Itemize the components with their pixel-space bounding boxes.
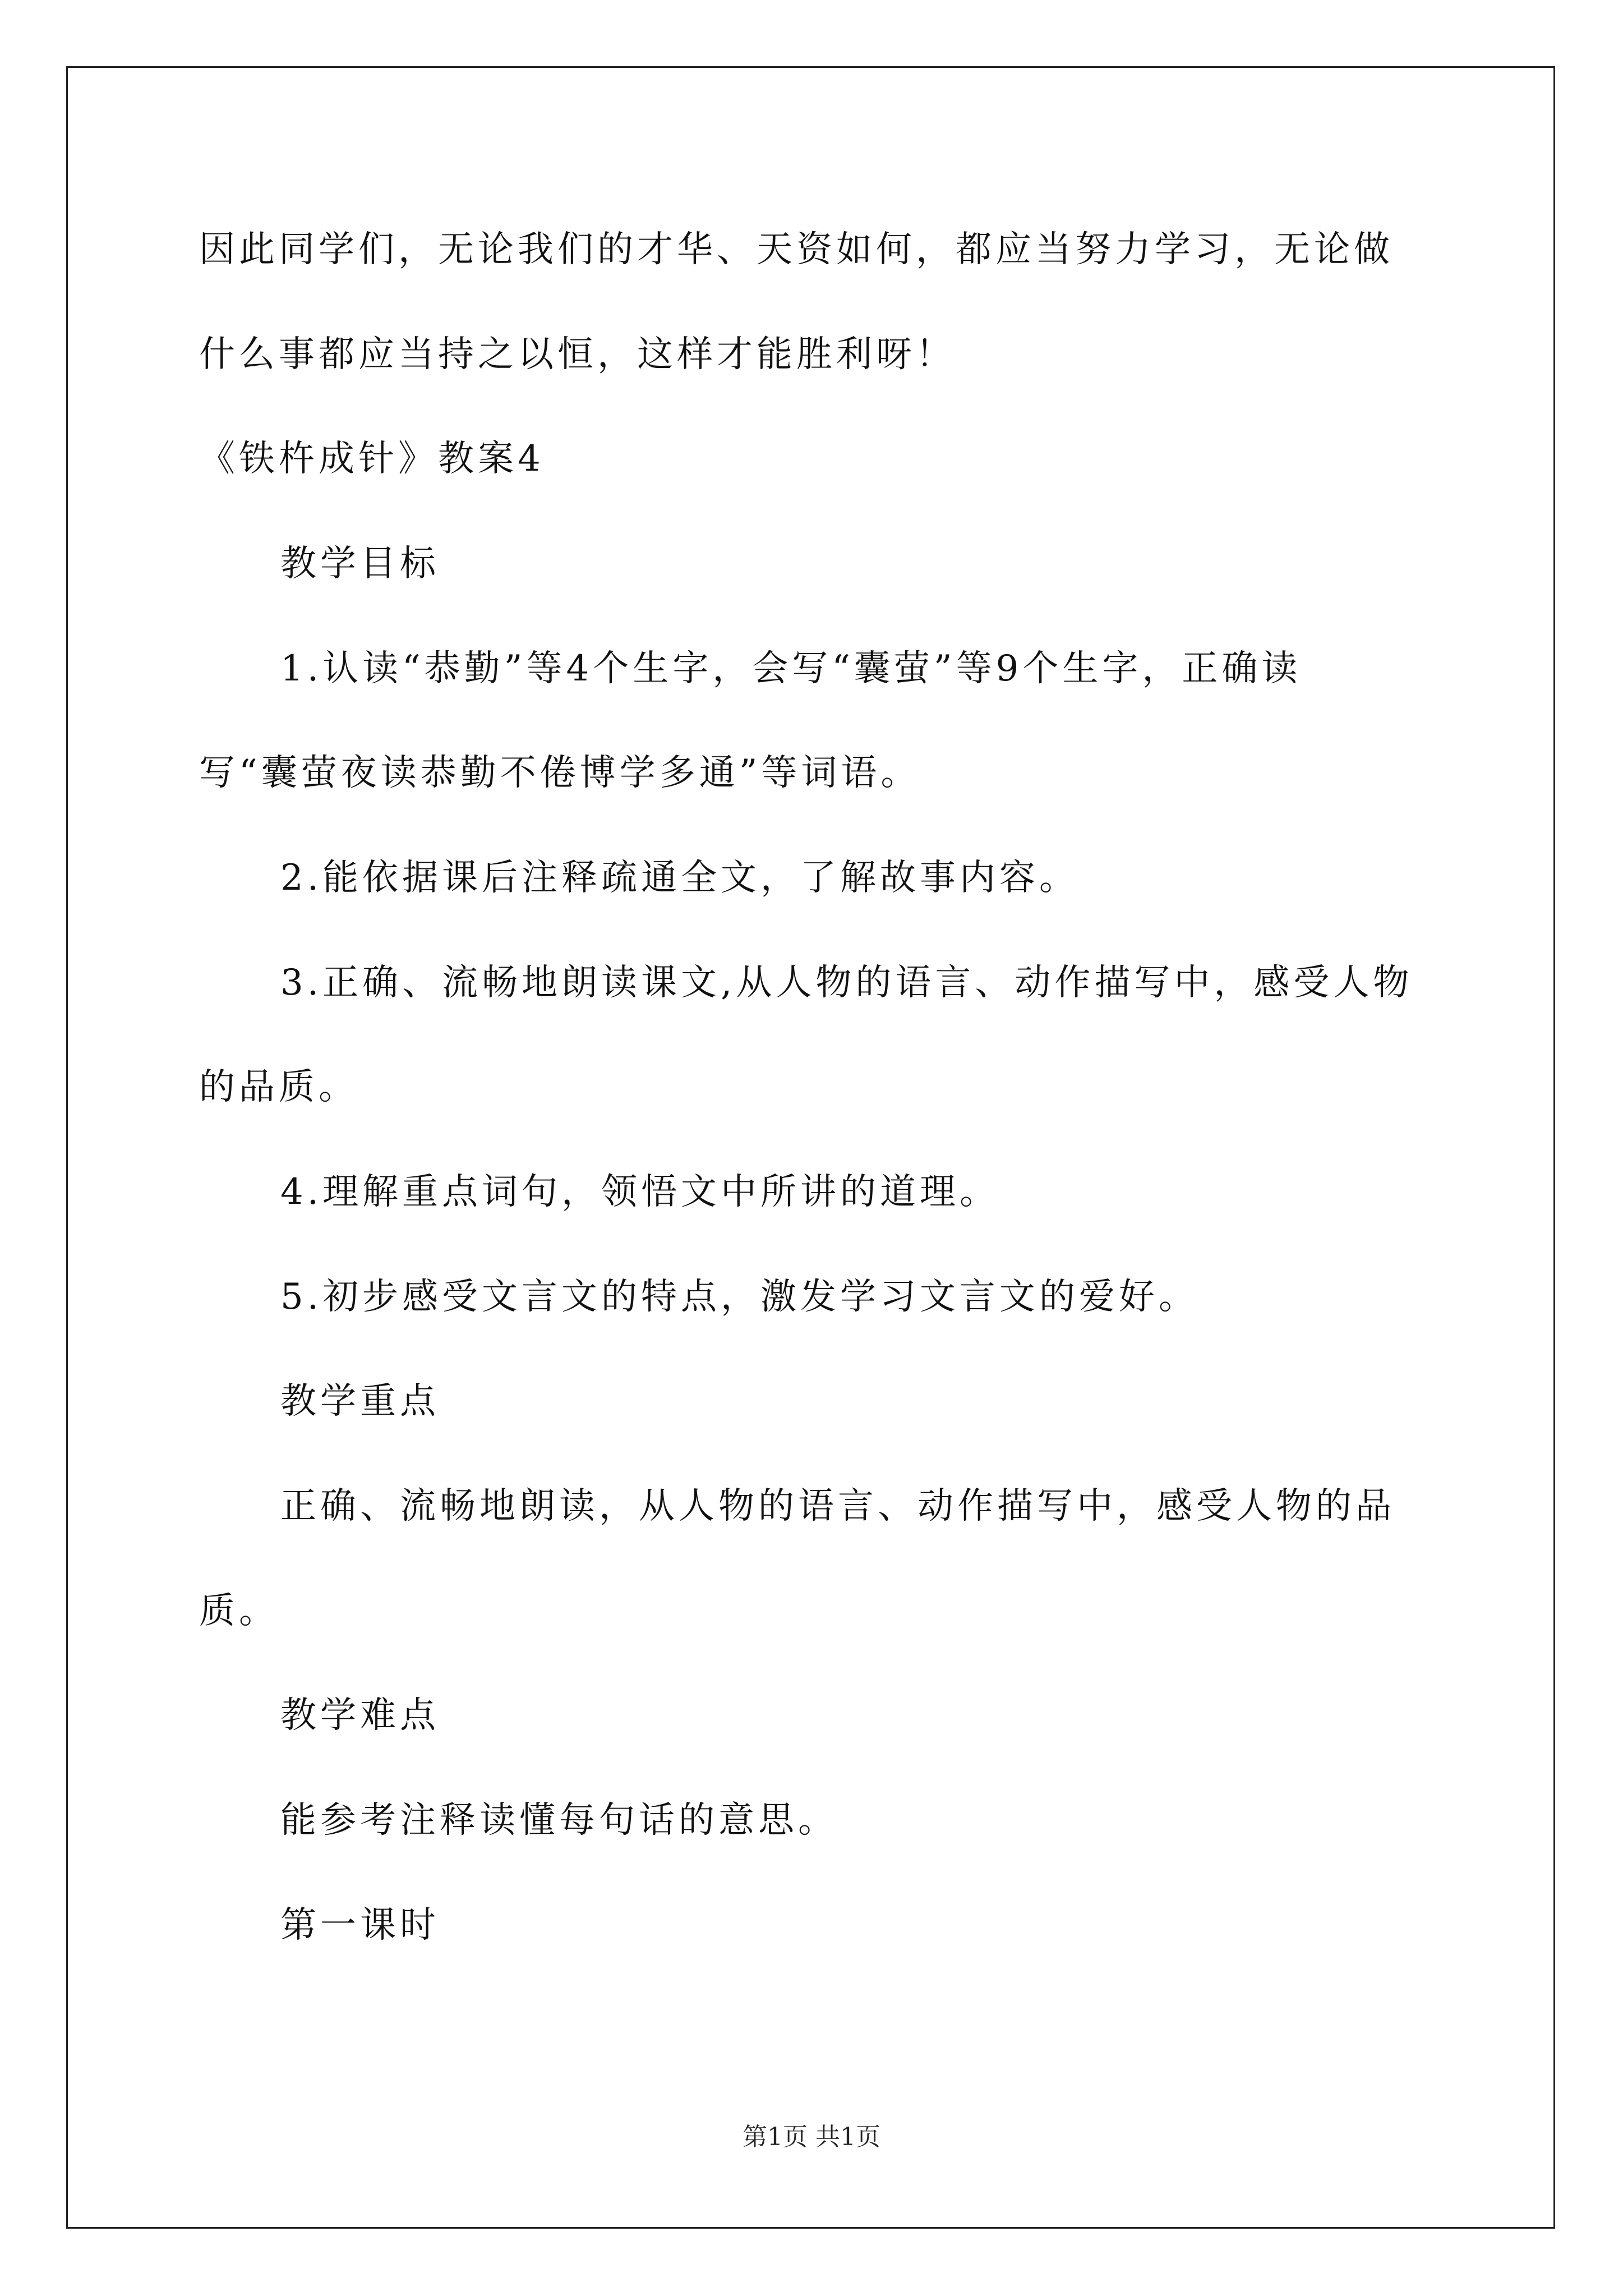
objective-item: 1.认读“恭勤”等4个生字，会写“囊萤”等9个生字，正确读: [280, 648, 1302, 689]
objective-item-cont: 写“囊萤夜读恭勤不倦博学多通”等词语。: [199, 752, 921, 794]
objective-item-cont: 的品质。: [199, 1066, 358, 1108]
heading-difficulties: 教学难点: [280, 1695, 440, 1736]
heading-objectives: 教学目标: [280, 543, 440, 585]
paragraph-line: 什么事都应当持之以恒，这样才能胜利呀！: [199, 334, 956, 375]
objective-item: 3.正确、流畅地朗读课文,从人物的语言、动作描写中，感受人物: [280, 962, 1413, 1004]
section-title: 《铁杵成针》教案4: [199, 438, 545, 480]
objective-item: 5.初步感受文言文的特点，激发学习文言文的爱好。: [280, 1276, 1199, 1318]
page-footer: 第1页 共1页: [743, 2123, 880, 2151]
objective-item: 2.能依据课后注释疏通全文，了解故事内容。: [280, 857, 1080, 899]
objective-item: 4.理解重点词句，领悟文中所讲的道理。: [280, 1171, 1000, 1213]
paragraph-line: 因此同学们，无论我们的才华、天资如何，都应当努力学习，无论做: [199, 229, 1394, 270]
paragraph-line: 质。: [199, 1590, 279, 1632]
paragraph-line: 正确、流畅地朗读，从人物的语言、动作描写中，感受人物的品: [280, 1485, 1395, 1527]
heading-key-points: 教学重点: [280, 1381, 440, 1422]
paragraph-line: 能参考注释读懂每句话的意思。: [280, 1800, 838, 1841]
heading-first-lesson: 第一课时: [280, 1904, 440, 1946]
